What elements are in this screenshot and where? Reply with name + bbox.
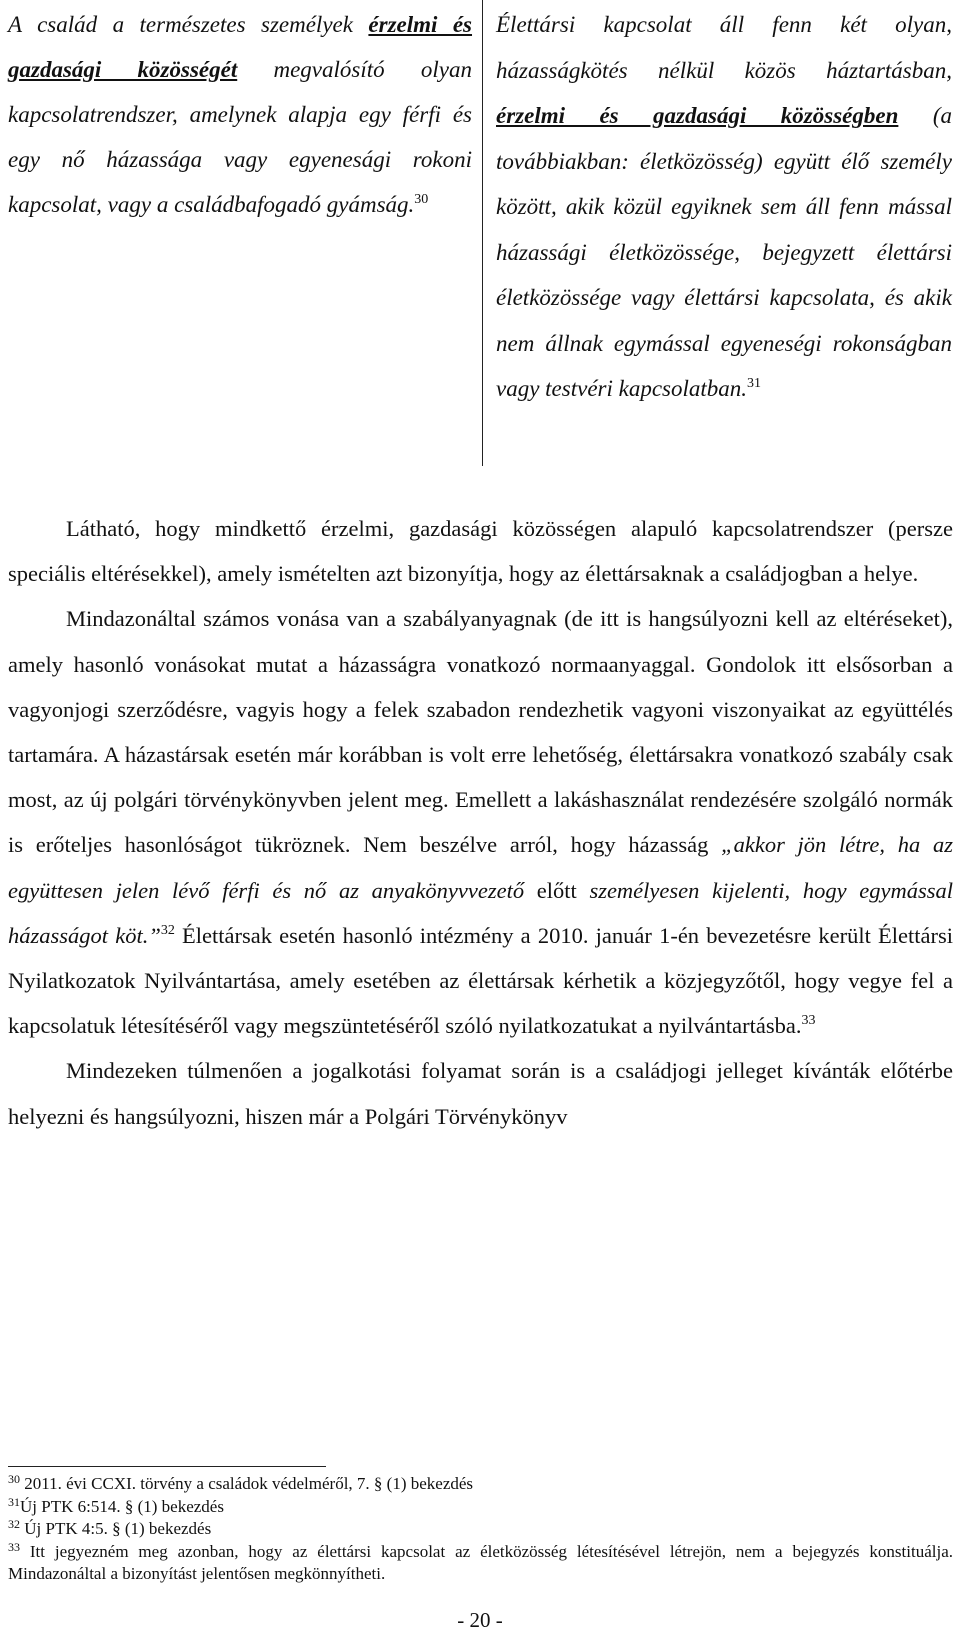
paragraph-text: Mindazonáltal számos vonása van a szabályanyagnak (de itt is hangsúlyozni kell az eltéréseket), amely hasonló vonásokat mutat a házasságra vonatkozó normaanyaggal. Gondolok itt elsősorban a vagyonjogi szerződésre, vagyis hogy a felek szabadon rendezhetik vagyoni viszonyaikat az együttélés tartamára. A házastársak esetén már korábban is volt erre lehetőség, élettársakra vonatkozó szabály csak most, az új polgári törvénykönyvben jelent meg. Emellett a lakáshasználat rendezésére szolgáló normák is erőteljes hasonlóságot tükröznek. Nem beszélve arról, hogy házasság bbox=[8, 606, 953, 858]
footnote-number: 30 bbox=[8, 1472, 20, 1486]
footnote-number: 32 bbox=[8, 1517, 20, 1531]
partnership-definition bbox=[496, 2, 952, 412]
body-text bbox=[8, 506, 953, 1139]
footnote bbox=[8, 1473, 953, 1496]
footnote-ref[interactable]: 31 bbox=[747, 376, 762, 391]
footnote bbox=[8, 1541, 953, 1586]
footnote-ref[interactable]: 32 bbox=[160, 922, 175, 938]
column-divider bbox=[482, 0, 483, 466]
paragraph bbox=[8, 596, 953, 1048]
paragraph-text: előtt bbox=[524, 877, 590, 903]
paragraph-text: Élettársak esetén hasonló intézmény a 2010. január 1-én bevezetésre került Élettársi Nyilatkozatok Nyilvántartása, amely esetében az élettársak kérhetik a közjegyzőtől, hogy vegye fel a kapcsolatuk létesítéséről vagy megszüntetéséről szóló nyilatkozatukat a nyilvántartásba. bbox=[8, 922, 953, 1039]
footnote-ref[interactable]: 33 bbox=[801, 1013, 816, 1029]
footnote-number: 31 bbox=[8, 1494, 20, 1509]
definition-text: Élettársi kapcsolat áll fenn két olyan, házasságkötés nélkül közös háztartásban, bbox=[496, 12, 952, 83]
footnotes bbox=[8, 1473, 953, 1586]
footnote-text: Itt jegyezném meg azonban, hogy az élettársi kapcsolat az életközösség létesítésével létrejön, nem a bejegyzés konstituálja. Mindazonáltal a bizonyítást jelentősen megkönnyítheti. bbox=[8, 1541, 953, 1583]
footnote-text: Új PTK 6:514. § (1) bekezdés bbox=[20, 1496, 224, 1516]
paragraph: Mindezeken túlmenően a jogalkotási folyamat során is a családjogi jelleget kívánták előtérbe helyezni és hangsúlyozni, hiszen már a Polgári Törvénykönyv bbox=[8, 1058, 953, 1129]
family-definition bbox=[8, 2, 472, 227]
footnote-text: Új PTK 4:5. § (1) bekezdés bbox=[20, 1519, 212, 1538]
footnote bbox=[8, 1518, 953, 1541]
definition-text: A család a természetes személyek bbox=[8, 12, 369, 37]
footnote-separator bbox=[8, 1466, 326, 1467]
page-number: - 20 - bbox=[457, 1608, 503, 1632]
emphasis-underlined: érzelmi és gazdasági közösségben bbox=[496, 103, 899, 128]
footnote-ref[interactable]: 30 bbox=[414, 192, 429, 207]
quote-text: személyesen kijelenti, hogy egymással házasságot köt.” bbox=[8, 877, 953, 948]
emphasis-underlined: érzelmi és gazdasági közösségét bbox=[8, 12, 473, 82]
footnote-text: 2011. évi CCXI. törvény a családok védelméről, 7. § (1) bekezdés bbox=[20, 1474, 474, 1493]
footnote-number: 33 bbox=[8, 1539, 20, 1554]
footnote bbox=[8, 1496, 953, 1519]
definition-text: megvalósító olyan kapcsolatrendszer, amelynek alapja egy férfi és egy nő házassága vagy egyenesági rokoni kapcsolat, vagy a családbafogadó gyámság. bbox=[8, 57, 472, 217]
definition-text: (a továbbiakban: életközösség) együtt élő személy között, akik közül egyiknek sem áll fenn mással házassági életközössége, bejegyzett élettársi életközössége vagy élettársi kapcsolata, és akik nem állnak egymással egyeneségi rokonságban vagy testvéri kapcsolatban. bbox=[496, 103, 952, 401]
definition-comparison bbox=[0, 0, 960, 466]
paragraph: Látható, hogy mindkettő érzelmi, gazdasági közösségen alapuló kapcsolatrendszer (persze speciális eltérésekkel), amely ismételten azt bizonyítja, hogy az élettársaknak a családjogban a helye. bbox=[8, 516, 953, 587]
quote-text: „akkor jön létre, ha az együttesen jelen lévő férfi és nő az anyakönyvvezető bbox=[8, 832, 953, 903]
